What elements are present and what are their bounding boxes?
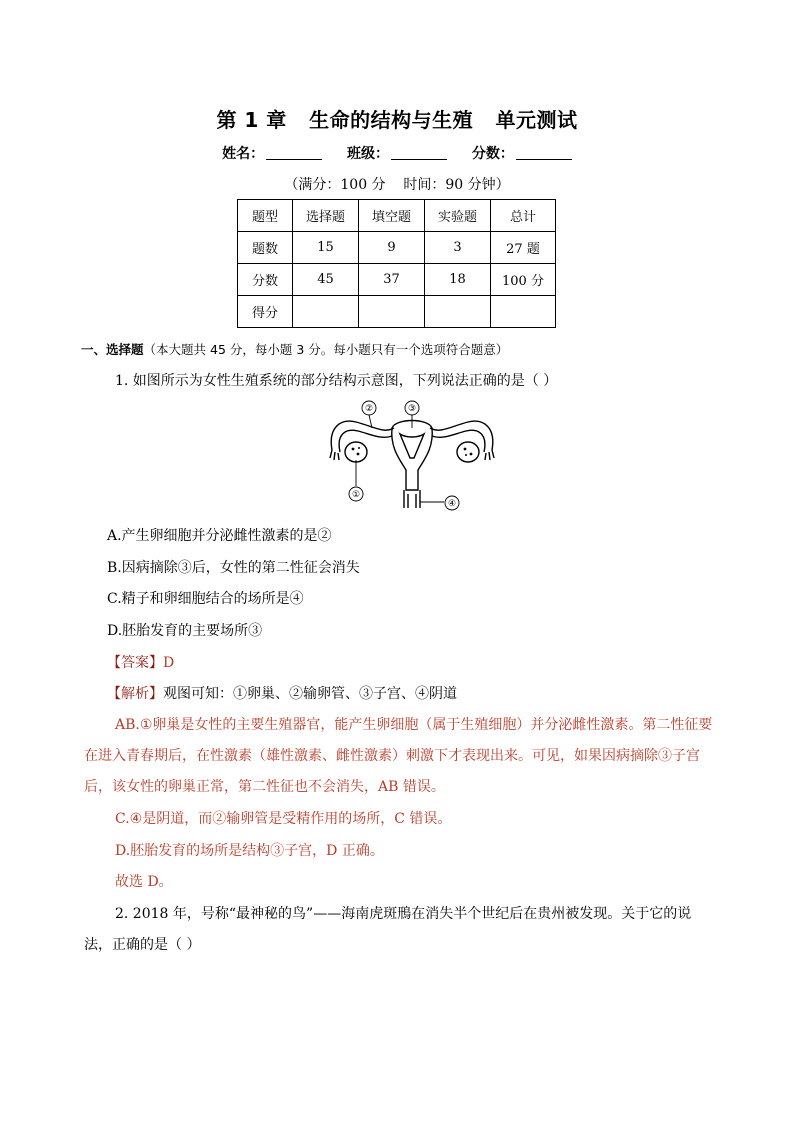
table-cell: 得分 [238, 296, 293, 328]
answer-line [107, 652, 174, 672]
analysis-intro: 观图可知：①卵巢、②输卵管、③子宫、④阴道 [163, 686, 457, 702]
table-cell: 37 [359, 264, 425, 296]
score-label: 分数： [471, 146, 514, 162]
table-cell: 选择题 [293, 200, 359, 232]
score-table [237, 199, 556, 328]
page-title: 第 1 章 生命的结构与生殖 单元测试 [216, 108, 578, 132]
conclusion-line: 故选 D。 [115, 874, 173, 890]
option-c[interactable]: C.精子和卵细胞结合的场所是④ [107, 591, 304, 607]
table-cell: 15 [293, 232, 359, 264]
table-cell: 分数 [238, 264, 293, 296]
answer-value: D [163, 655, 175, 671]
table-row [238, 232, 556, 264]
table-cell: 题型 [238, 200, 293, 232]
table-row [238, 296, 556, 328]
score-blank[interactable] [516, 145, 572, 160]
score-entry-cell[interactable] [491, 296, 556, 328]
name-blank[interactable] [266, 145, 322, 160]
figure-label: ② [364, 404, 374, 414]
figure-label: ③ [407, 404, 417, 414]
table-cell: 3 [425, 232, 491, 264]
name-field[interactable] [222, 143, 322, 163]
table-row [238, 200, 556, 232]
score-entry-cell[interactable] [293, 296, 359, 328]
student-info-line [0, 143, 794, 163]
question-2-stem-line-2: 法，正确的是（ ） [84, 937, 201, 953]
female-reproductive-system-diagram [326, 398, 498, 514]
section-title: 一、选择题 [81, 342, 144, 357]
class-blank[interactable] [391, 145, 447, 160]
score-entry-cell[interactable] [359, 296, 425, 328]
explanation-line: D.胚胎发育的场所是结构③子宫，D 正确。 [115, 843, 384, 859]
figure-label: ④ [447, 499, 457, 509]
answer-label: 【答案】 [107, 655, 163, 671]
table-cell: 总计 [491, 200, 556, 232]
section-note: （本大题共 45 分，每小题 3 分。每小题只有一个选项符合题意） [143, 342, 509, 357]
option-b[interactable]: B.因病摘除③后，女性的第二性征会消失 [107, 560, 360, 576]
question-2-stem-line-1: 2. 2018 年，号称“最神秘的鸟”——海南虎斑鳽在消失半个世纪后在贵州被发现。关于它的说 [115, 906, 692, 922]
option-d[interactable]: D.胚胎发育的主要场所③ [107, 623, 263, 639]
analysis-label: 【解析】 [107, 686, 163, 702]
table-cell: 45 [293, 264, 359, 296]
table-cell: 实验题 [425, 200, 491, 232]
class-label: 班级： [347, 146, 389, 162]
table-row [238, 264, 556, 296]
name-label: 姓名： [222, 146, 265, 162]
table-cell: 100 分 [491, 264, 556, 296]
figure-label: ① [351, 490, 361, 500]
table-cell: 9 [359, 232, 425, 264]
explanation-line: 在进入青春期后，在性激素（雄性激素、雌性激素）刺激下才表现出来。可见，如果因病摘除③子宫 [84, 748, 700, 764]
explanation-line: C.④是阴道，而②输卵管是受精作用的场所，C 错误。 [115, 811, 452, 827]
question-1-stem: 1. 如图所示为女性生殖系统的部分结构示意图，下列说法正确的是（ ） [115, 373, 558, 389]
exam-meta: （满分：100 分 时间：90 分钟） [284, 177, 510, 193]
score-entry-cell[interactable] [425, 296, 491, 328]
analysis-line [107, 683, 457, 703]
explanation-line: 后，该女性的卵巢正常，第二性征也不会消失，AB 错误。 [84, 779, 445, 795]
score-field[interactable] [472, 143, 572, 163]
option-a[interactable]: A.产生卵细胞并分泌雌性激素的是② [107, 528, 332, 544]
class-field[interactable] [347, 143, 447, 163]
table-cell: 18 [425, 264, 491, 296]
table-cell: 填空题 [359, 200, 425, 232]
table-cell: 题数 [238, 232, 293, 264]
table-cell: 27 题 [491, 232, 556, 264]
explanation-line: AB.①卵巢是女性的主要生殖器官，能产生卵细胞（属于生殖细胞）并分泌雌性激素。第二性征要 [115, 717, 713, 733]
section-heading [81, 340, 508, 358]
